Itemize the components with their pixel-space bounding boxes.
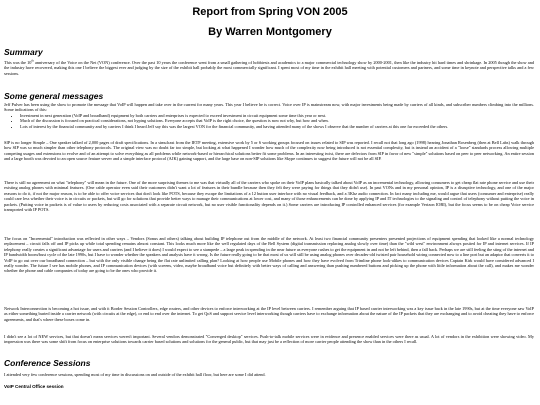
voip-central-office-heading: VoIP Central Office session (4, 384, 64, 389)
list-item: • Much of the discussion is focused on practical considerations, not hyping solutions. Everyone accepts that VoIP is the right choice, the question is now not why, but how and when. (20, 118, 540, 123)
services-paragraph: I didn't see a lot of NEW services, but that doesn't mean services weren't important. Several vendors demonstrated "Converged desktop" services. Push-to-talk mobile services were in evidence and presence enabled services were there as usual. A lot of vendors in the exhibition were showing video. My impression was there was some shift from focus on enterprise solutions towards carrier based solutions and solutions for the general public, but that may just be a reflection of more carrier people attending the show than in the others I recall. (4, 334, 534, 345)
sip-paragraph: SIP is no longer Simple – One speaker talked of 2,000 pages of draft specifications. In a simulcast from the IETF meeting, extensive work by 5 or 6 working groups focused on issues related to SIP was reported. I recall not that long ago (1998) hearing Jonathan Rosenberg (then at Bell Labs) walk through how SIP was so much simpler than other telephony protocols. The original view was no doubt far too simple, but looking at what happened I wonder how much of the complexity now being introduced is not essential complexity, but is instead an accident of a "loose" standards process allowing multiple competing usages and extensions to evolve and of an attempt to solve everything as all problems while network-based or hierarchical solutions better fit some problems. In an interesting twist, there are defectors from SIP in favor of new "simple" solutions based on peer to peer networking. An entire session and a large booth was devoted to an open source feature server and a simple interface protocol (AJK) gaining support, and the large base on non-SIP solutions like Skype continues to suggest the future will not be all SIP. (4, 140, 534, 162)
conference-sessions-heading: Conference Sessions (4, 358, 91, 368)
report-title: Report from Spring VON 2005 (192, 6, 348, 18)
conference-intro-paragraph: I attended very few conference sessions, spending most of my time in discussions on and outside of the exhibit hall floor, but here are some I did attend. (4, 372, 266, 377)
list-item: • Lots of interest by the financial community and by carriers I think I heard Jeff say this was the largest VON for the financial community, and having attended many of the shows I observe that the number of carriers at this one far exceeded the others. (20, 124, 540, 129)
telephony-paragraph: There is still no agreement on what "telephony" will mean in the future. One of the more surprising themes to me was that virtually all of the carriers who spoke on their VoIP plans basically talked about VoIP as an incremental technology, allowing consumers to get cheap flat rate phone service and use their existing analog phones with minimal features. (One cable operator even said their customers didn't want a lot of features in their bundle because then they felt they were paying for things that they didn't use). In past VONs and in my personal opinion, IP is a disruptive technology, and one of the major reasons to do it, if not the major reason, is to be able to offer voice services that don't look like POTS, because they escape the limitations of a 12 button user interface with no visual feedback, and a 3Khz audio connection. In fact many including me, would argue that users (consumer and enterprise) really could care less whether their voice is in circuits or packets, but will go for solutions that provide better ways to manage their communications at lower cost, and many of those enhancements can be done by applying IP and IT technologies to the signaling and control of telephony without putting the voice in packets. (Putting voice in packets is of value to users by reducing costs associated with a separate circuit network, but no user visible functionality depends on it.) Some carriers are introducing IP controlled enhanced services (for example Verizon IOBI), but the focus seems to be on cheap Voice service transported with IP POTS. (4, 180, 534, 213)
general-bullet-list (14, 113, 540, 129)
general-messages-heading: Some general messages (4, 91, 104, 101)
summary-text-rest: anniversary of the Voice on the Net (VON) conference. Over the past 10 years the conference went from a small gathering of hobbiests and academics to a major commercial technology show by 2000-2001, then like the industry hit hard times and shrinkage. In 2005 though the show and the industry have recovered, making this one I believe the biggest ever and judging by the size of the exhibit hall probably the most commercially significant. I spent most of my time in the exhibit hall meeting with potential customers and partners, and some time in keynote and perspective talks and a few sessions. (4, 60, 535, 76)
list-item: • Investment in next generation (VoIP and broadband) equipment by both carriers and enterprises is expected to exceed investment in circuit equipment some time this year or next. (20, 113, 540, 118)
interconnection-paragraph: Network Interconnection is becoming a hot issue, and with it Border Session Controllers, edge routers, and other devices to enforce interworking at the IP level between carriers. I remember arguing that IP based carrier interworking was a key issue back in the late 1990s, but at the time everyone saw VoIP as either something buried inside a carrier network (with circuits at the edge), or end to end over the internet. To get QoS and support service level interworking though carriers have to exchange information about the nature of the IP packets that they are exchanging and to avoid cheating they have to enforce agreements, and that's where these boxes come in. (4, 306, 534, 322)
summary-heading: Summary (4, 47, 43, 57)
summary-text-start: This was the 10 (4, 60, 32, 65)
summary-superscript: th (31, 58, 34, 63)
general-intro-paragraph: Jeff Pulver has been using the show to promote the message that VoIP will happen and take over in the current for many years. This year I believe he is correct. Voice over IP is mainstream now, with major investments being made by carriers of all kinds, and subscriber numbers climbing into the millions. Some indications of this: (4, 102, 534, 113)
incremental-paragraph: The focus on "Incremental" introduction was reflected in other ways – Vendors (Sonus and others) talking about building IP telephone out from the middle of the network. At least two financial community presenters presented projections of equipment spending that looked like a normal technology replacement – circuit falls off and IP picks up while total spending remains almost constant. This looks much more like the well regulated days of the Bell System (digital transmission replacing analog slowly over time) than the "wild west" environment always posited for IP and internet services. If IP telephony really creates a significant advantage for users and carriers (and I believe it does) I would expect to see a stampede – a large peak in spending in the near future as everyone rushes to get the equipment in and not be left behind, then a fall back. Perhaps we are still feeling the sting of the internet and IP bandwidth boom/bust cycle of the late 1990s, but I have to wonder whether the speakers and analysts have it wrong. Is the future really going to be that most of us will still be using analog phones over decades-old twisted pair household wiring connected now to a line port but an adaptor that converts it to VoIP to go out over our broadband connection – but with the only visible change being the flat rate unlimited calling plan? Looking at how people use Mobile phones and how they have evolved from Trimline phone look-alikes to communication devices Captain Kirk would have considered advanced I really wonder. The future I see has mobile phones, and IP communication devices (with screens, video, maybe broadband voice but definitely with better ways of calling and answering than pushing numbered buttons and picking up the phone with little information about the call), and makes me wonder whether the phone and cable companies of today are going to be the ones who provide it. (4, 236, 534, 274)
summary-paragraph (4, 60, 534, 76)
report-author: By Warren Montgomery (208, 26, 332, 38)
